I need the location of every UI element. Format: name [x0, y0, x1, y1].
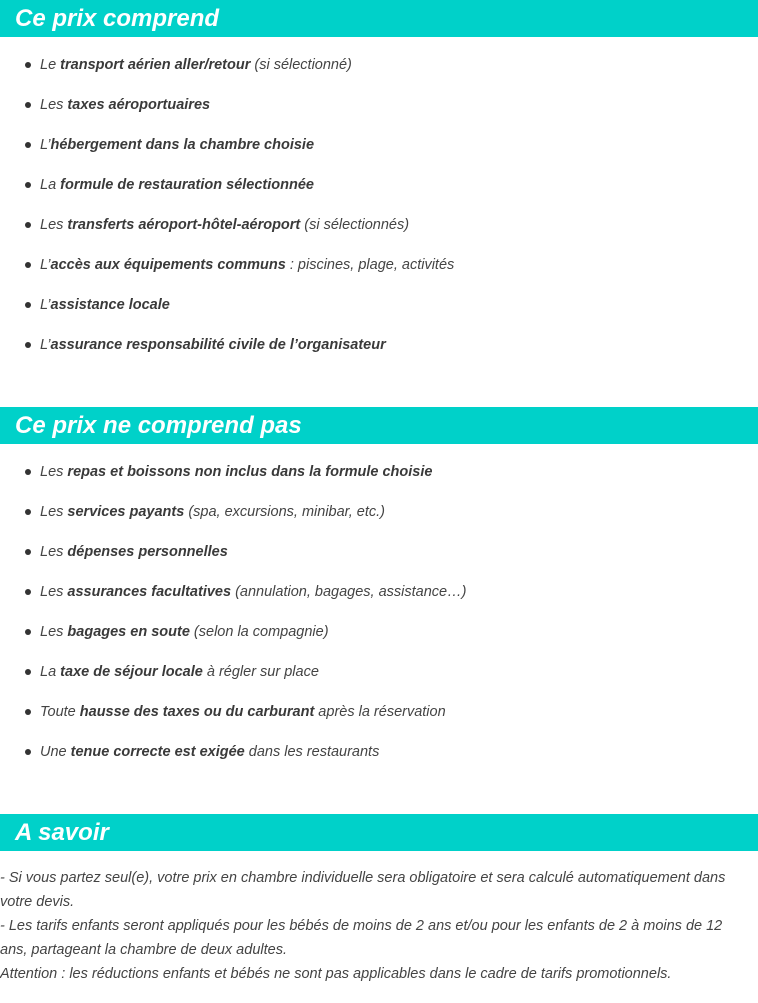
bullet-icon [25, 589, 31, 595]
section-title: Ce prix comprend [15, 5, 220, 32]
list-item [0, 652, 758, 692]
item-highlight: hausse des taxes ou du carburant [79, 704, 315, 720]
bullet-icon [25, 342, 31, 348]
note-line: Attention : les réductions enfants et bébés ne sont pas applicables dans le cadre de tarifs promotionnels. [0, 966, 672, 982]
bullet-icon [25, 302, 31, 308]
bullet-icon [25, 709, 31, 715]
bullet-icon [25, 669, 31, 675]
item-prefix: Une [40, 744, 71, 760]
item-highlight: hébergement dans la chambre choisie [50, 137, 315, 153]
item-suffix: (si sélectionné) [250, 57, 352, 73]
list-item [0, 692, 758, 732]
bullet-icon [25, 182, 31, 188]
bullet-icon [25, 222, 31, 228]
item-prefix: Les [40, 217, 68, 233]
bullet-icon [25, 142, 31, 148]
included-list [0, 45, 758, 365]
item-highlight: accès aux équipements communs [50, 257, 286, 273]
item-highlight: taxes aéroportuaires [67, 97, 211, 113]
item-highlight: transport aérien aller/retour [60, 57, 251, 73]
item-prefix: La [40, 664, 61, 680]
item-prefix: Les [40, 504, 68, 520]
item-prefix: Les [40, 544, 68, 560]
list-item [0, 492, 758, 532]
bullet-icon [25, 629, 31, 635]
section-header-excluded [0, 407, 758, 444]
item-highlight: assurances facultatives [67, 584, 232, 600]
list-item [0, 532, 758, 572]
savoir-notes [0, 866, 752, 986]
note-line: - Si vous partez seul(e), votre prix en chambre individuelle sera obligatoire et sera calculé automatiquement dans votre devis. [0, 870, 726, 910]
item-suffix: (selon la compagnie) [189, 624, 329, 640]
list-item [0, 572, 758, 612]
list-item [0, 452, 758, 492]
list-item [0, 285, 758, 325]
note-line: - Les tarifs enfants seront appliqués pour les bébés de moins de 2 ans et/ou pour les enfants de 2 à moins de 12 ans, partageant la chambre de deux adultes. [0, 918, 723, 958]
list-item [0, 165, 758, 205]
bullet-icon [25, 749, 31, 755]
item-prefix: Les [40, 584, 68, 600]
item-suffix: (spa, excursions, minibar, etc.) [184, 504, 385, 520]
list-item [0, 325, 758, 365]
bullet-icon [25, 102, 31, 108]
list-item [0, 85, 758, 125]
item-prefix: Les [40, 624, 68, 640]
item-prefix: L’ [40, 337, 51, 353]
item-highlight: bagages en soute [67, 624, 190, 640]
bullet-icon [25, 62, 31, 68]
item-suffix: (si sélectionnés) [300, 217, 410, 233]
item-suffix: à régler sur place [202, 664, 319, 680]
item-suffix: (annulation, bagages, assistance…) [231, 584, 467, 600]
item-highlight: tenue correcte est exigée [70, 744, 245, 760]
item-prefix: Toute [40, 704, 80, 720]
item-highlight: services payants [67, 504, 185, 520]
section-title: Ce prix ne comprend pas [15, 412, 302, 439]
list-item [0, 245, 758, 285]
list-item [0, 205, 758, 245]
item-prefix: Les [40, 97, 68, 113]
bullet-icon [25, 509, 31, 515]
section-title: A savoir [15, 819, 109, 846]
list-item [0, 45, 758, 85]
item-prefix: L’ [40, 137, 51, 153]
item-suffix: dans les restaurants [244, 744, 380, 760]
item-prefix: L’ [40, 257, 51, 273]
item-suffix: après la réservation [314, 704, 446, 720]
excluded-list [0, 452, 758, 772]
item-prefix: Les [40, 464, 68, 480]
item-highlight: transferts aéroport-hôtel-aéroport [67, 217, 301, 233]
list-item [0, 125, 758, 165]
section-header-savoir [0, 814, 758, 851]
item-highlight: taxe de séjour locale [60, 664, 203, 680]
bullet-icon [25, 549, 31, 555]
item-highlight: formule de restauration sélectionnée [60, 177, 314, 193]
item-suffix: : piscines, plage, activités [285, 257, 455, 273]
bullet-icon [25, 469, 31, 475]
item-highlight: assurance responsabilité civile de l’organisateur [50, 337, 386, 353]
bullet-icon [25, 262, 31, 268]
item-prefix: La [40, 177, 61, 193]
item-highlight: repas et boissons non inclus dans la formule choisie [67, 464, 433, 480]
item-prefix: L’ [40, 297, 51, 313]
item-prefix: Le [40, 57, 61, 73]
list-item [0, 612, 758, 652]
item-highlight: dépenses personnelles [67, 544, 228, 560]
item-highlight: assistance locale [50, 297, 170, 313]
section-header-included [0, 0, 758, 37]
list-item [0, 732, 758, 772]
